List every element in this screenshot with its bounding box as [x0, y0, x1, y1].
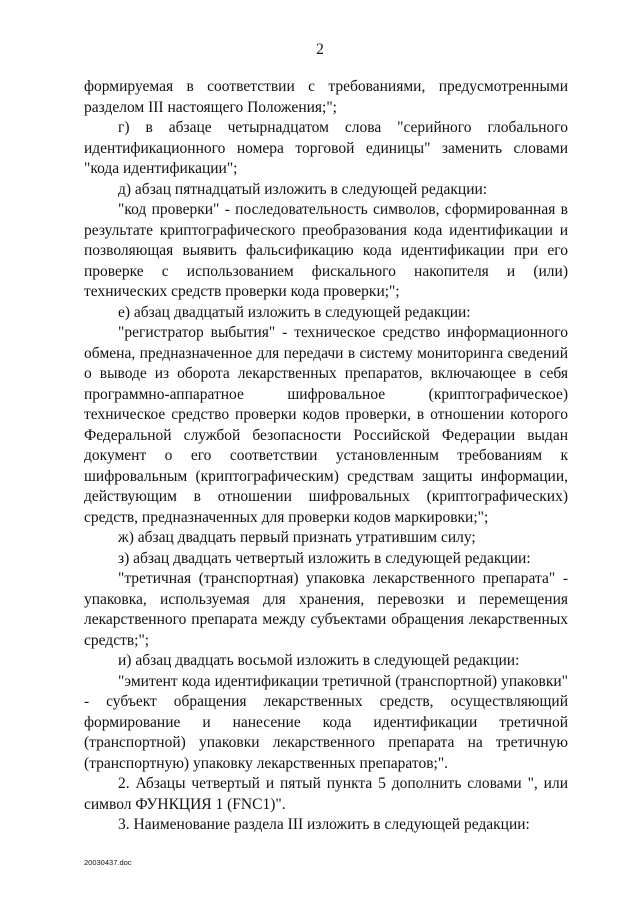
paragraph: ж) абзац двадцать первый признать утратившим силу; [118, 529, 476, 546]
paragraph: "код проверки" - последовательность символов, сформированная в результате криптографического преобразования кода идентификации и позволяющая выявить фальсификацию кода идентификации при его проверке с использованием фискального накопителя и (или) технических средств проверки кода проверки;"; [84, 201, 568, 300]
paragraph: формируемая в соответствии с требованиями, предусмотренными разделом III настоящего Положения;"; [84, 78, 568, 116]
paragraph: з) абзац двадцать четвертый изложить в следующей редакции: [118, 549, 531, 567]
footer-filename: 20030437.doc [84, 858, 132, 867]
paragraph: "третичная (транспортная) упаковка лекарственного препарата" - упаковка, используемая для хранения, перевозки и перемещения лекарственного препарата между субъектами обращения лекарственных средств;"; [84, 570, 568, 649]
paragraph: и) абзац двадцать восьмой изложить в следующей редакции: [118, 652, 520, 669]
paragraph: "эмитент кода идентификации третичной (транспортной) упаковки" - субъект обращения лекарственных средств, осуществляющий формирование и нанесение кода идентификации третичной (транспортной) упаковки лекарственного препарата на третичную (транспортную) упаковку лекарственных препаратов;". [84, 672, 568, 772]
paragraph: г) в абзаце четырнадцатом слова "серийного глобального идентификационного номера торговой единицы" заменить словами "кода идентификации"; [84, 119, 568, 177]
page-number: 2 [316, 41, 324, 58]
paragraph: д) абзац пятнадцатый изложить в следующей редакции: [118, 180, 488, 198]
document-body [84, 77, 568, 836]
paragraph: е) абзац двадцатый изложить в следующей редакции: [118, 303, 471, 321]
paragraph: 3. Наименование раздела III изложить в следующей редакции: [118, 816, 530, 833]
paragraph: "регистратор выбытия" - техническое средство информационного обмена, предназначенное для передачи в систему мониторинга сведений о выводе из оборота лекарственных препаратов, включающее в себя программно-аппаратное шифровальное (криптографическое) техническое средство проверки кодов проверки, в отношении которого Федеральной службой безопасности Российской Федерации выдан документ о его соответствии установленным требованиям к шифровальным (криптографическим) средствам защиты информации, действующим в отношении шифровальных (криптографических) средств, предназначенных для проверки кодов маркировки;"; [84, 324, 568, 526]
paragraph: 2. Абзацы четвертый и пятый пункта 5 дополнить словами ", или символ ФУНКЦИЯ 1 (FNC1)". [84, 775, 568, 813]
